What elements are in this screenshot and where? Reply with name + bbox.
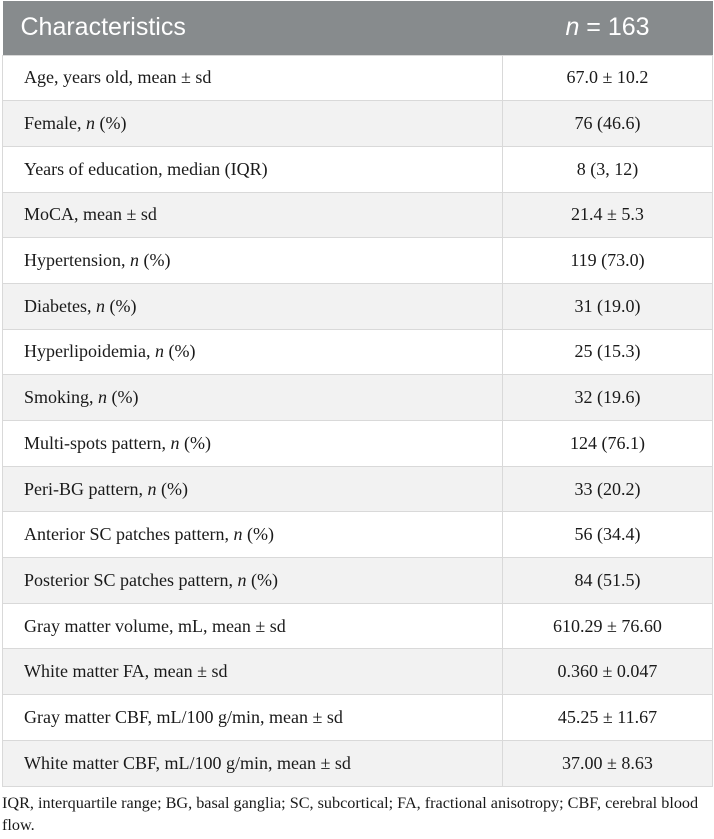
characteristic-label-suffix: (%)	[242, 524, 274, 545]
characteristic-label-text: Hypertension,	[24, 250, 130, 271]
characteristic-label-text: Diabetes,	[24, 295, 96, 316]
characteristic-label-text: Anterior SC patches pattern,	[24, 524, 234, 545]
table-row	[3, 603, 713, 649]
table-row	[3, 192, 713, 238]
characteristic-value: 21.4 ± 5.3	[503, 192, 713, 238]
characteristic-label	[3, 238, 503, 284]
characteristic-label-text: Smoking,	[24, 387, 99, 408]
characteristic-label-variable: n	[233, 524, 243, 545]
characteristics-table-container	[2, 1, 712, 787]
characteristic-value: 76 (46.6)	[503, 101, 713, 147]
header-sample-size	[503, 1, 713, 55]
table-header	[3, 1, 713, 55]
characteristic-label-variable: n	[98, 387, 108, 408]
characteristic-label-variable: n	[237, 569, 247, 590]
characteristic-label-text: Years of education, median (IQR)	[24, 158, 268, 179]
characteristic-label	[3, 283, 503, 329]
characteristic-label	[3, 421, 503, 467]
characteristic-label-text: Peri-BG pattern,	[24, 478, 148, 499]
characteristic-value: 56 (34.4)	[503, 512, 713, 558]
characteristic-label-suffix: (%)	[94, 113, 127, 134]
characteristic-label	[3, 192, 503, 238]
characteristic-value: 0.360 ± 0.047	[503, 649, 713, 695]
header-sample-size-variable: n	[565, 13, 580, 42]
characteristic-label-variable: n	[147, 478, 157, 499]
table-row	[3, 512, 713, 558]
characteristic-label	[3, 558, 503, 604]
characteristic-label	[3, 603, 503, 649]
characteristic-label-variable: n	[129, 250, 139, 271]
table-row	[3, 146, 713, 192]
table-row	[3, 55, 713, 101]
characteristic-label-variable: n	[170, 432, 180, 453]
characteristics-table	[2, 1, 713, 787]
characteristic-value: 25 (15.3)	[503, 329, 713, 375]
characteristic-value: 84 (51.5)	[503, 558, 713, 604]
characteristic-value: 67.0 ± 10.2	[503, 55, 713, 101]
characteristic-label-suffix: (%)	[246, 569, 278, 590]
characteristic-label-variable: n	[85, 113, 95, 134]
table-row	[3, 329, 713, 375]
characteristic-label-variable: n	[154, 341, 164, 362]
characteristic-label-text: Gray matter CBF, mL/100 g/min, mean ± sd	[24, 706, 343, 727]
table-body	[3, 55, 713, 786]
table-row	[3, 695, 713, 741]
header-sample-size-value: = 163	[579, 13, 650, 42]
characteristic-label-text: Multi-spots pattern,	[24, 432, 171, 453]
table-row	[3, 283, 713, 329]
characteristic-label-text: MoCA, mean ± sd	[24, 204, 157, 225]
table-row	[3, 375, 713, 421]
characteristic-label-suffix: (%)	[107, 387, 139, 408]
table-row	[3, 101, 713, 147]
characteristic-label-suffix: (%)	[138, 250, 171, 271]
characteristic-label	[3, 101, 503, 147]
characteristic-label	[3, 740, 503, 786]
characteristic-value: 610.29 ± 76.60	[503, 603, 713, 649]
characteristic-label-text: Female,	[24, 113, 86, 134]
characteristic-label	[3, 466, 503, 512]
header-characteristics: Characteristics	[20, 13, 186, 42]
table-row	[3, 421, 713, 467]
characteristic-label	[3, 375, 503, 421]
characteristic-label-suffix: (%)	[163, 341, 196, 362]
characteristic-label	[3, 512, 503, 558]
header-row	[3, 1, 713, 55]
characteristic-label-text: White matter FA, mean ± sd	[24, 661, 228, 682]
table-row	[3, 649, 713, 695]
characteristic-label	[3, 649, 503, 695]
characteristic-label-suffix: (%)	[156, 478, 188, 499]
characteristic-label	[3, 329, 503, 375]
characteristic-value: 33 (20.2)	[503, 466, 713, 512]
characteristic-value: 45.25 ± 11.67	[503, 695, 713, 741]
table-row	[3, 238, 713, 284]
table-row	[3, 558, 713, 604]
characteristic-value: 119 (73.0)	[503, 238, 713, 284]
table-footnote: IQR, interquartile range; BG, basal ganglia; SC, subcortical; FA, fractional anisotropy; CBF, cerebral blood flow.	[2, 794, 699, 834]
characteristic-label-variable: n	[95, 295, 105, 316]
characteristic-label-text: Hyperlipoidemia,	[24, 341, 155, 362]
characteristic-label-text: Age, years old, mean ± sd	[24, 67, 212, 88]
characteristic-label	[3, 695, 503, 741]
characteristic-label-suffix: (%)	[179, 432, 211, 453]
characteristic-label-text: White matter CBF, mL/100 g/min, mean ± sd	[24, 752, 351, 773]
characteristic-label-text: Posterior SC patches pattern,	[24, 569, 238, 590]
characteristic-label	[3, 55, 503, 101]
characteristic-value: 124 (76.1)	[503, 421, 713, 467]
characteristic-label-suffix: (%)	[104, 295, 137, 316]
characteristic-value: 8 (3, 12)	[503, 146, 713, 192]
characteristic-label	[3, 146, 503, 192]
table-row	[3, 740, 713, 786]
table-row	[3, 466, 713, 512]
characteristic-value: 37.00 ± 8.63	[503, 740, 713, 786]
characteristic-value: 31 (19.0)	[503, 283, 713, 329]
characteristic-value: 32 (19.6)	[503, 375, 713, 421]
characteristic-label-text: Gray matter volume, mL, mean ± sd	[24, 615, 286, 636]
